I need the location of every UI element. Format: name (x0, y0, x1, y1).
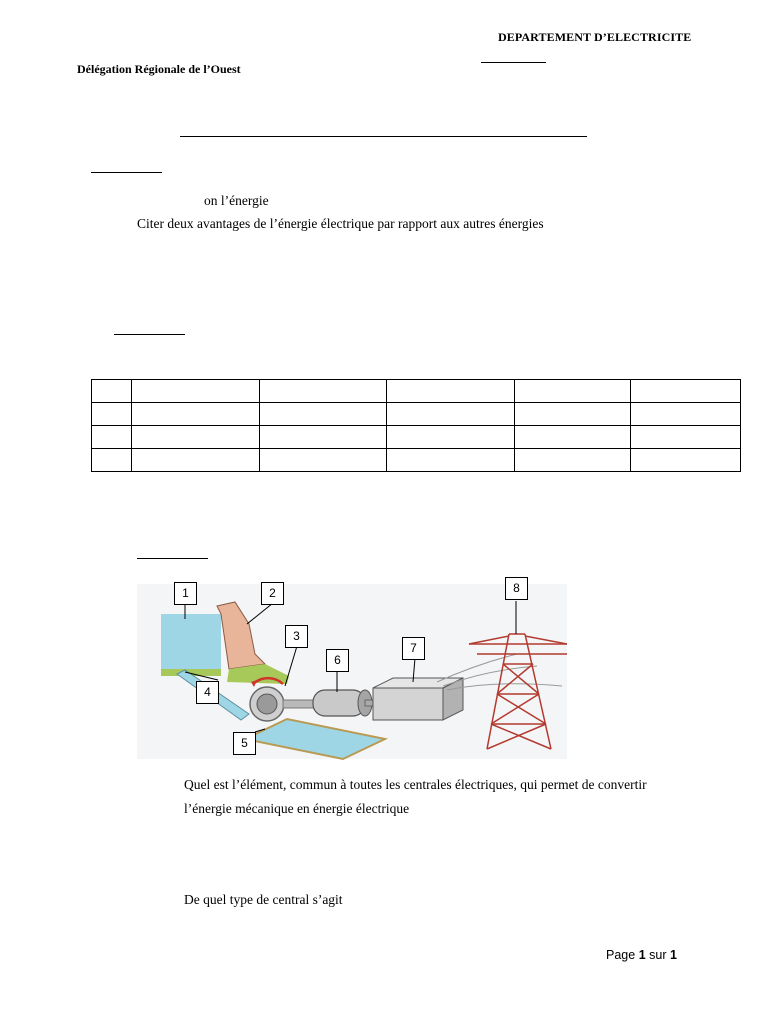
section1-question: Citer deux avantages de l’énergie électrique par rapport aux autres énergies (137, 216, 544, 231)
page-total: 1 (669, 948, 677, 962)
table-cell[interactable] (132, 449, 260, 472)
callout-8: 8 (505, 577, 528, 600)
table-cell[interactable] (387, 403, 515, 426)
transformer (373, 688, 443, 720)
table-cell[interactable] (631, 403, 741, 426)
callout-1: 1 (174, 582, 197, 605)
callout-2: 2 (261, 582, 284, 605)
table-row (92, 426, 741, 449)
page-footer (606, 948, 677, 962)
section3-underline (137, 558, 208, 559)
section1-line1: on l’énergie (204, 193, 269, 208)
table-cell[interactable] (92, 380, 132, 403)
table-cell[interactable] (132, 403, 260, 426)
table-cell[interactable] (92, 426, 132, 449)
section2-underline (114, 334, 185, 335)
hydro-plant-illustration (137, 574, 567, 764)
table-cell[interactable] (132, 380, 260, 403)
table-cell[interactable] (260, 449, 387, 472)
reservoir-water (161, 614, 221, 669)
table-cell[interactable] (387, 449, 515, 472)
dept-underline (481, 62, 546, 63)
table-row (92, 380, 741, 403)
table-cell[interactable] (515, 426, 631, 449)
table-cell[interactable] (92, 403, 132, 426)
callout-5: 5 (233, 732, 256, 755)
table-cell[interactable] (515, 380, 631, 403)
question-converter-line2: l’énergie mécanique en énergie électrique (184, 801, 410, 816)
department-header: DEPARTEMENT D’ELECTRICITE (498, 30, 692, 44)
generator (313, 690, 365, 716)
table-cell[interactable] (387, 380, 515, 403)
sur-word: sur (649, 948, 667, 962)
table-cell[interactable] (260, 426, 387, 449)
answer-table (91, 379, 741, 472)
table-row (92, 403, 741, 426)
table-cell[interactable] (515, 403, 631, 426)
table-cell[interactable] (92, 449, 132, 472)
table-cell[interactable] (260, 380, 387, 403)
callout-4: 4 (196, 681, 219, 704)
table-cell[interactable] (631, 426, 741, 449)
hydro-plant-figure (137, 574, 567, 764)
table-cell[interactable] (515, 449, 631, 472)
table-cell[interactable] (132, 426, 260, 449)
page-word: Page (606, 948, 636, 962)
callout-3: 3 (285, 625, 308, 648)
table-cell[interactable] (631, 449, 741, 472)
page-number: 1 (638, 948, 646, 962)
callout-7: 7 (402, 637, 425, 660)
callout-6: 6 (326, 649, 349, 672)
title-rule (180, 136, 587, 137)
table-cell[interactable] (260, 403, 387, 426)
table-row (92, 449, 741, 472)
question-plant-type: De quel type de central s’agit (184, 892, 343, 907)
table-cell[interactable] (631, 380, 741, 403)
section1-underline (91, 172, 162, 173)
delegation-header: Délégation Régionale de l’Ouest (77, 62, 241, 76)
question-converter-line1: Quel est l’élément, commun à toutes les centrales électriques, qui permet de convertir (184, 777, 647, 792)
table-cell[interactable] (387, 426, 515, 449)
